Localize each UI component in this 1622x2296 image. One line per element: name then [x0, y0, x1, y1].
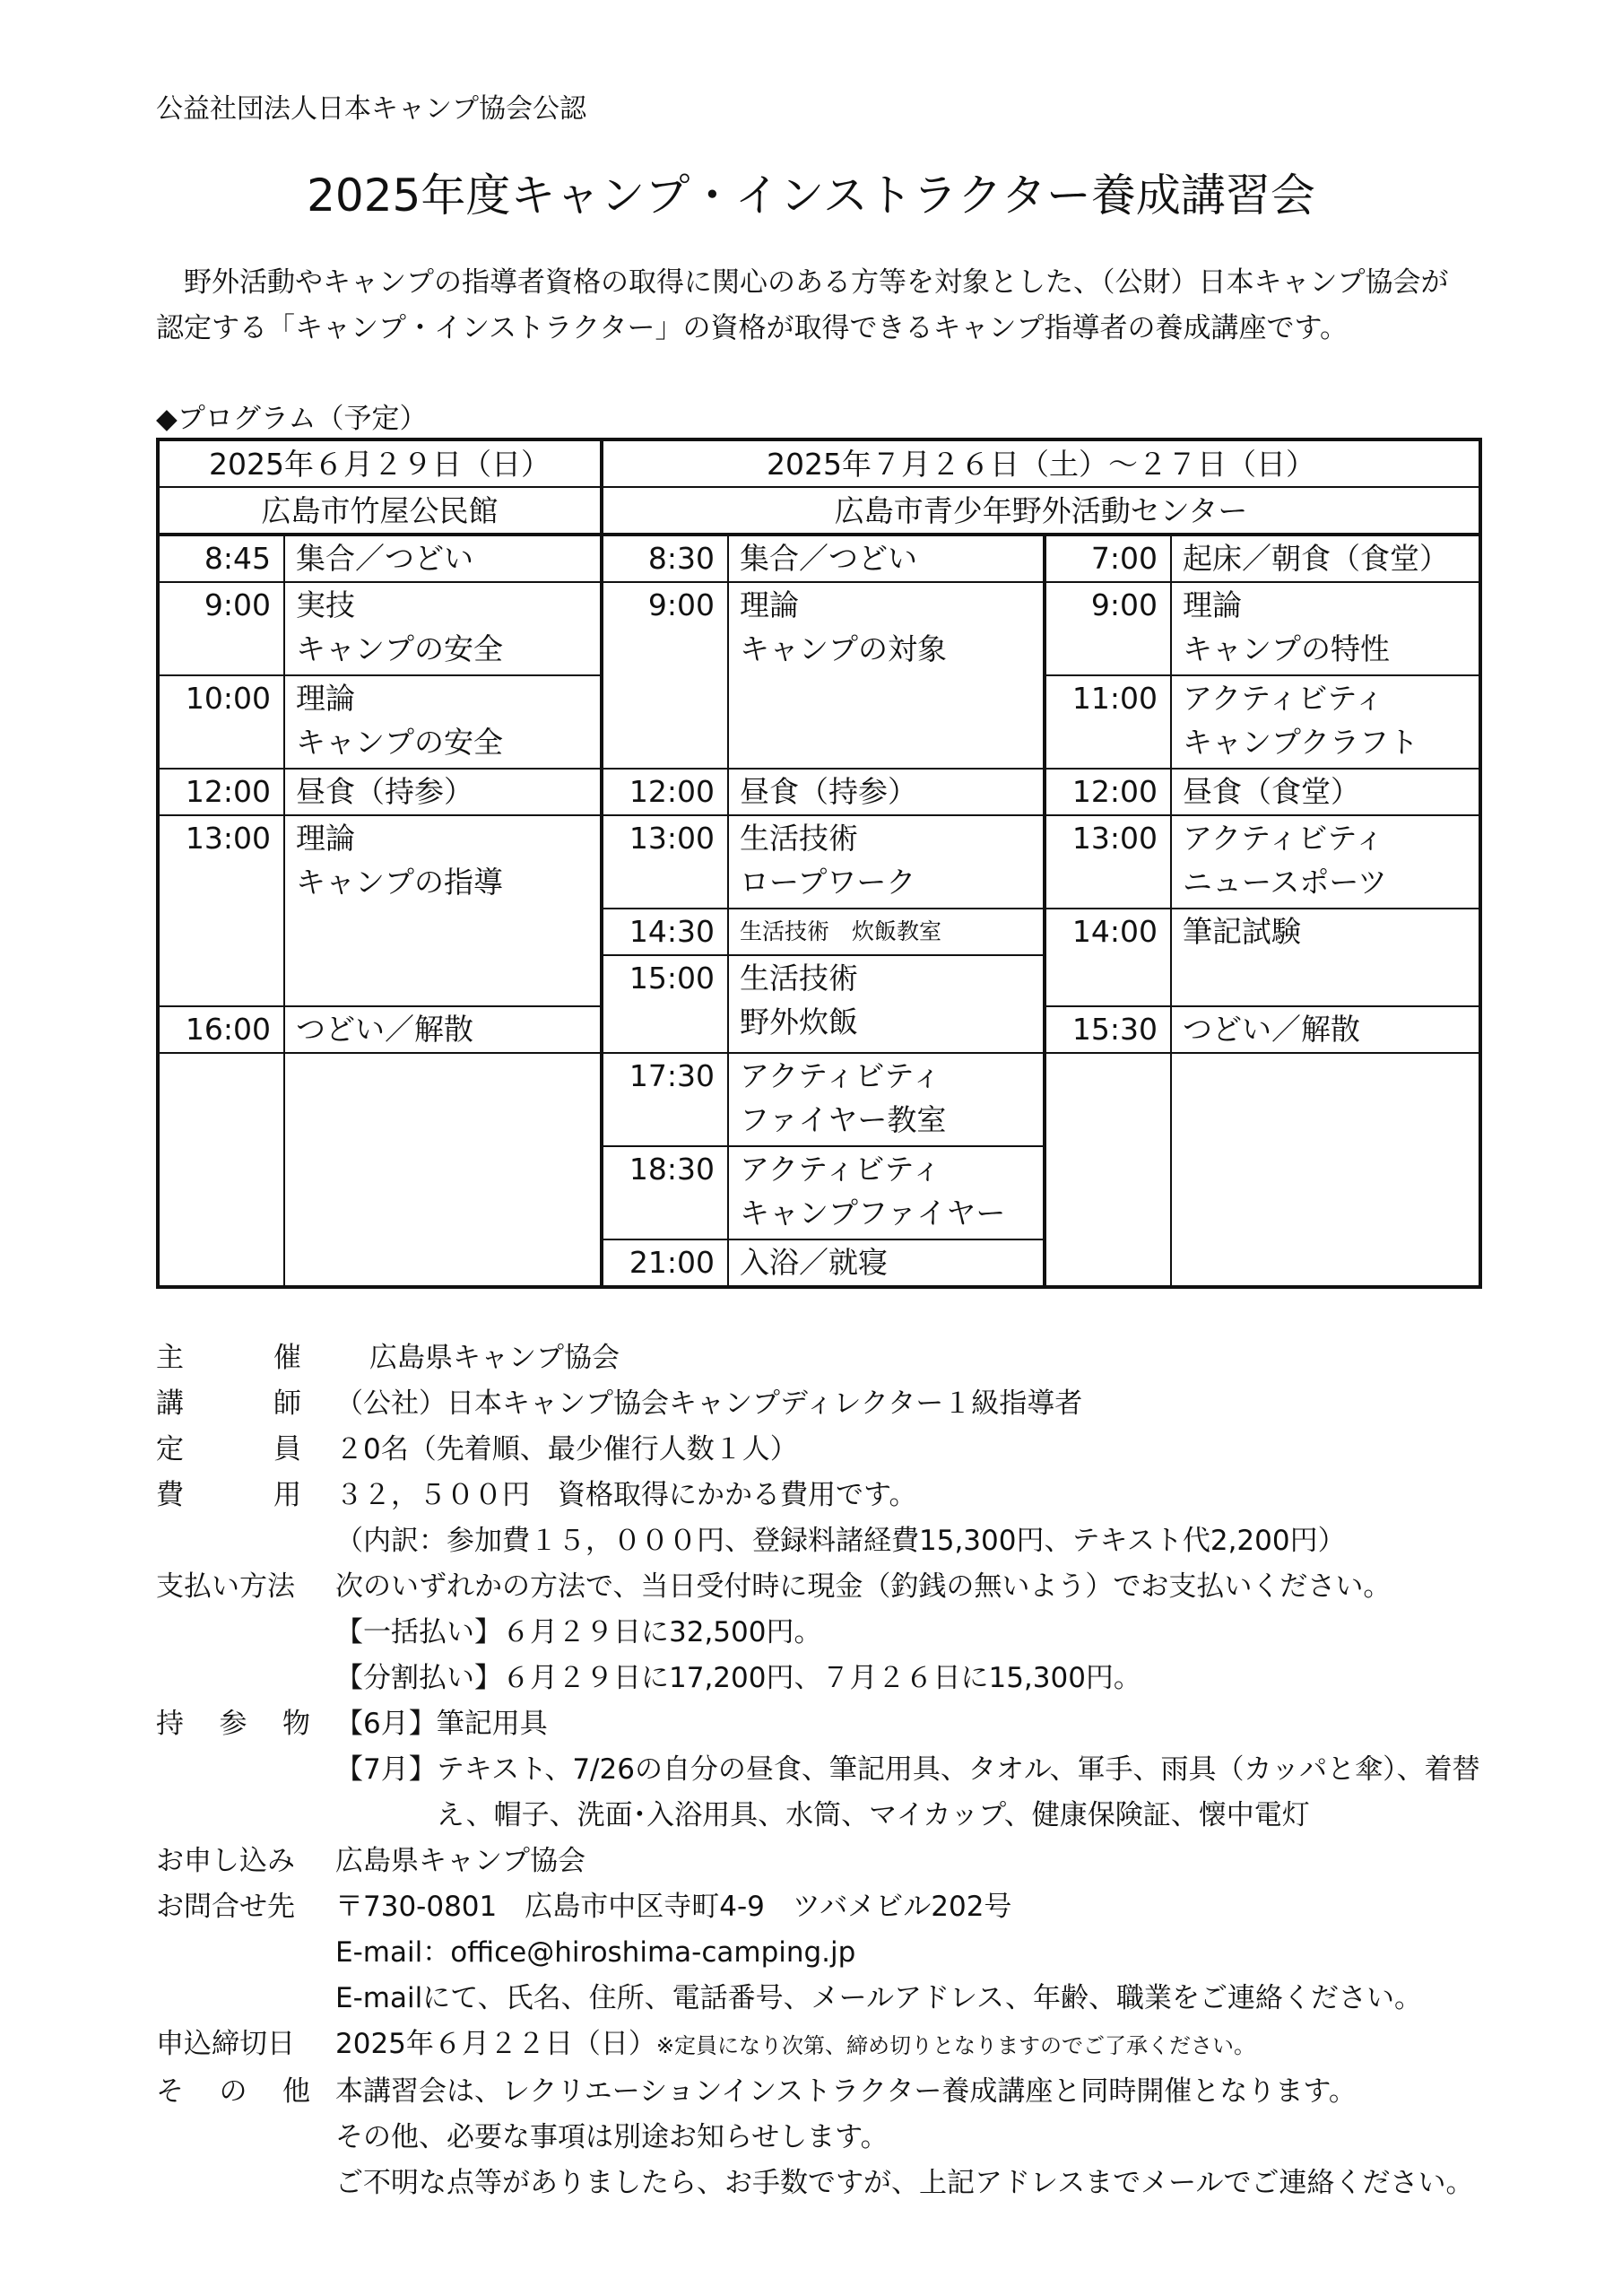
day2-date: 2025年７月２６日（土）～２７日（日）	[602, 439, 1480, 487]
day2-activity: 昼食（持参）	[728, 769, 1045, 815]
day1-activity	[284, 582, 602, 675]
items-june: 【6月】筆記用具	[335, 1708, 548, 1740]
day1-activity: 昼食（持参）	[284, 769, 602, 815]
deadline-note: ※定員になり次第、締め切りとなりますのでご了承ください。	[655, 2033, 1256, 2058]
other-row	[156, 2069, 1483, 2115]
day3-time: 9:00	[1045, 582, 1171, 675]
day2-activity	[728, 582, 1045, 769]
items-july-tag: 【7月】	[335, 1753, 437, 1786]
day3-time: 7:00	[1045, 535, 1171, 582]
day2-time: 21:00	[602, 1239, 728, 1287]
lecturer-row	[156, 1381, 1483, 1427]
page-title: 2025年度キャンプ・インストラクター養成講習会	[307, 170, 1315, 222]
payment-value: 次のいずれかの方法で、当日受付時に現金（釣銭の無いよう）でお支払いください。	[335, 1570, 1392, 1603]
day3-time: 11:00	[1045, 675, 1171, 769]
activity-line: 実技	[296, 587, 355, 622]
day2-activity: 生活技術 炊飯教室	[728, 909, 1045, 955]
activity-line: 理論	[296, 680, 355, 716]
activity-line: キャンプの安全	[296, 724, 503, 760]
day3-activity: つどい／解散	[1171, 1006, 1480, 1053]
day3-empty	[1171, 1053, 1480, 1287]
fee-value: ３２，５００円 資格取得にかかる費用です。	[335, 1479, 917, 1511]
deadline-row	[156, 2022, 1483, 2069]
payment-row	[156, 1564, 1483, 1610]
activity-line: 理論	[740, 587, 800, 622]
lecturer-label: 講 師	[156, 1387, 301, 1420]
day1-venue: 広島市竹屋公民館	[158, 487, 602, 535]
items-july-list: テキスト、7/26の自分の昼食、筆記用具、タオル、軍手、雨具（カッパと傘）、着替え、帽子、洗面･入浴用具、水筒、マイカップ、健康保険証、懐中電灯	[436, 1753, 1480, 1831]
activity-line: アクティビティ	[1183, 820, 1384, 856]
deadline-label: 申込締切日	[156, 2028, 295, 2060]
activity-line: キャンプの安全	[296, 631, 503, 666]
capacity-label: 定 員	[156, 1433, 301, 1465]
deadline-value	[335, 2022, 1483, 2069]
schedule-table	[156, 438, 1482, 1289]
day1-time: 8:45	[158, 535, 284, 582]
day2-time: 8:30	[602, 535, 728, 582]
deadline-date: 2025年６月２２日（日）	[335, 2028, 656, 2060]
day2-activity: 集合／つどい	[728, 535, 1045, 582]
day2-time: 15:00	[602, 955, 728, 1053]
items-label: 持 参 物	[156, 1708, 310, 1740]
other-line: その他、必要な事項は別途お知らせします。	[335, 2121, 889, 2153]
day1-time: 12:00	[158, 769, 284, 815]
activity-line: キャンプの対象	[740, 631, 948, 666]
certification-org: 公益社団法人日本キャンプ協会公認	[156, 93, 586, 125]
contact-email: E-mail：office@hiroshima-camping.jp	[335, 1936, 856, 1969]
host-label: 主 催	[156, 1342, 301, 1374]
day3-activity: 起床／朝食（食堂）	[1171, 535, 1480, 582]
day1-empty	[158, 1053, 284, 1287]
day1-time: 16:00	[158, 1006, 284, 1053]
activity-line: 生活技術	[740, 820, 859, 856]
day1-time: 13:00	[158, 815, 284, 1006]
activity-line: 理論	[296, 820, 355, 856]
other-line: ご不明な点等がありましたら、お手数ですが、上記アドレスまでメールでご連絡ください。	[335, 2167, 1474, 2199]
day2-time: 13:00	[602, 815, 728, 909]
activity-line: 野外炊飯	[740, 1004, 859, 1039]
day1-activity	[284, 675, 602, 769]
payment-label: 支払い方法	[156, 1570, 295, 1603]
activity-line: キャンプクラフト	[1183, 724, 1419, 760]
day2-time: 18:30	[602, 1146, 728, 1239]
day3-time: 13:00	[1045, 815, 1171, 909]
activity-line: キャンプファイヤー	[740, 1195, 1006, 1231]
fee-detail: （内訳：参加費１５，０００円、登録料諸経費15,300円、テキスト代2,200円）	[335, 1525, 1346, 1557]
other-line: 本講習会は、レクリエーションインストラクター養成講座と同時開催となります。	[335, 2075, 1357, 2108]
day1-activity	[284, 815, 602, 1006]
items-row	[156, 1701, 1483, 1747]
event-details	[156, 1335, 1483, 2206]
day3-activity: 昼食（食堂）	[1171, 769, 1480, 815]
day2-activity: 入浴／就寝	[728, 1239, 1045, 1287]
day1-activity: 集合／つどい	[284, 535, 602, 582]
capacity-value: ２0名（先着順、最少催行人数１人）	[335, 1433, 798, 1465]
day2-time: 17:30	[602, 1053, 728, 1146]
activity-line: アクティビティ	[740, 1151, 941, 1187]
program-heading: ◆プログラム（予定）	[156, 403, 428, 435]
activity-line: ファイヤー教室	[740, 1101, 947, 1137]
fee-row	[156, 1473, 1483, 1518]
apply-value: 広島県キャンプ協会	[335, 1845, 585, 1877]
day2-time: 12:00	[602, 769, 728, 815]
items-july	[156, 1747, 1483, 1839]
day3-time: 15:30	[1045, 1006, 1171, 1053]
day2-time: 14:30	[602, 909, 728, 955]
day2-activity	[728, 1053, 1045, 1146]
activity-line: ロープワーク	[740, 864, 916, 900]
host-value: 広島県キャンプ協会	[369, 1342, 620, 1374]
activity-line: ニュースポーツ	[1183, 864, 1388, 900]
day3-time: 12:00	[1045, 769, 1171, 815]
host-row	[156, 1335, 1483, 1381]
contact-note: E-mailにて、氏名、住所、電話番号、メールアドレス、年齢、職業をご連絡ください。	[335, 1982, 1422, 2014]
day3-activity	[1171, 582, 1480, 675]
contact-label: お問合せ先	[156, 1891, 295, 1923]
day1-activity: つどい／解散	[284, 1006, 602, 1053]
other-label: そ の 他	[156, 2075, 310, 2108]
fee-label: 費 用	[156, 1479, 301, 1511]
day2-activity	[728, 955, 1045, 1053]
day1-date: 2025年６月２９日（日）	[158, 439, 602, 487]
lecturer-value: （公社）日本キャンプ協会キャンプディレクター１級指導者	[335, 1387, 1083, 1420]
activity-line: 理論	[1183, 587, 1243, 622]
day3-activity	[1171, 815, 1480, 909]
activity-line: キャンプの特性	[1183, 631, 1391, 666]
day2-venue: 広島市青少年野外活動センター	[602, 487, 1480, 535]
payment-lump: 【一括払い】６月２９日に32,500円。	[335, 1616, 822, 1648]
activity-line: アクティビティ	[740, 1057, 941, 1093]
capacity-row	[156, 1427, 1483, 1473]
activity-line: キャンプの指導	[296, 864, 503, 900]
contact-address: 〒730-0801 広島市中区寺町4-9 ツバメビル202号	[335, 1891, 1012, 1923]
activity-line: 生活技術	[740, 960, 859, 996]
day3-time: 14:00	[1045, 909, 1171, 1006]
day2-activity	[728, 1146, 1045, 1239]
intro-paragraph: 野外活動やキャンプの指導者資格の取得に関心のある方等を対象とした、（公財）日本キャンプ協会が認定する「キャンプ・インストラクター」の資格が取得できるキャンプ指導者の養成講座です。	[156, 266, 1449, 344]
day3-activity: 筆記試験	[1171, 909, 1480, 1006]
contact-row	[156, 1884, 1483, 1930]
day1-time: 9:00	[158, 582, 284, 675]
day3-empty	[1045, 1053, 1171, 1287]
day2-activity	[728, 815, 1045, 909]
day1-time: 10:00	[158, 675, 284, 769]
payment-split: 【分割払い】６月２９日に17,200円、７月２６日に15,300円。	[335, 1662, 1141, 1694]
day1-empty	[284, 1053, 602, 1287]
apply-row	[156, 1839, 1483, 1884]
day2-time: 9:00	[602, 582, 728, 769]
apply-label: お申し込み	[156, 1845, 295, 1877]
activity-line: アクティビティ	[1183, 680, 1384, 716]
day3-activity	[1171, 675, 1480, 769]
